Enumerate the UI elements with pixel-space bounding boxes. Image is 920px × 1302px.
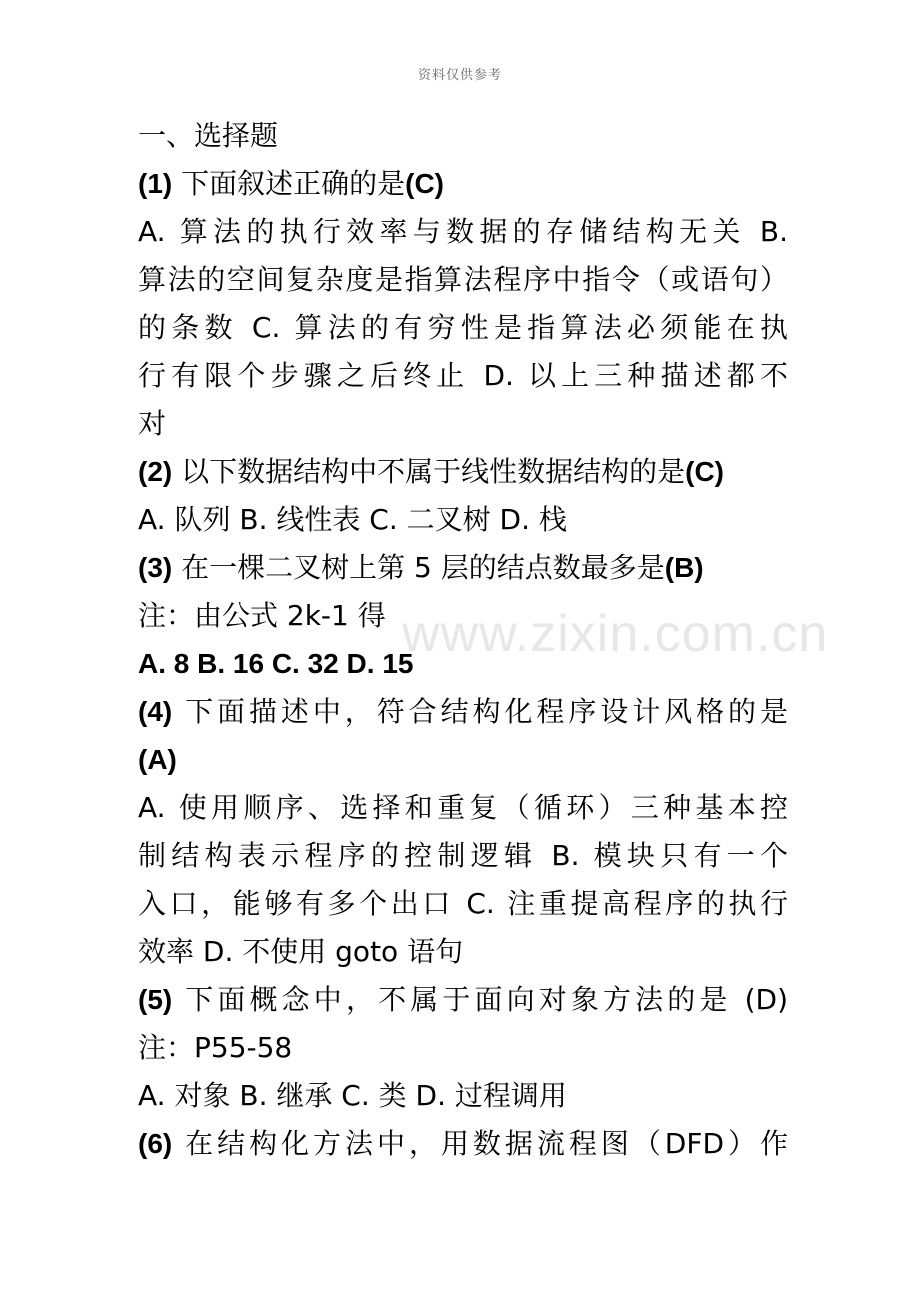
question-1-options-line: 对 <box>138 407 167 440</box>
question-text: 在一棵二叉树上第 5 层的结点数最多是 <box>172 551 665 584</box>
question-number: (4) <box>138 696 173 727</box>
question-2-stem <box>138 448 788 496</box>
question-text: 下面叙述正确的是 <box>172 167 406 200</box>
question-3-options: A. 8 B. 16 C. 32 D. 15 <box>138 648 414 679</box>
question-number: (1) <box>138 168 173 199</box>
watermark: www.zixin.com.cn <box>402 605 829 663</box>
question-answer: (C) <box>685 456 725 487</box>
question-1-options-line: A. 算法的执行效率与数据的存储结构无关 B. <box>138 215 788 248</box>
section-title: 一、选择题 <box>138 119 279 152</box>
question-4-answer: (A) <box>138 744 177 775</box>
question-4-options-line: 效率 D. 不使用 goto 语句 <box>138 935 464 968</box>
question-1-options-line: 行有限个步骤之后终止 D. 以上三种描述都不 <box>138 359 788 392</box>
question-4-options-line: 入口，能够有多个出口 C. 注重提高程序的执行 <box>138 887 788 920</box>
document-body <box>138 112 788 1168</box>
question-4-stem <box>138 688 788 736</box>
question-number: (5) <box>138 984 173 1015</box>
question-1-stem <box>138 160 788 208</box>
question-1-options-line: 的条数 C. 算法的有穷性是指算法必须能在执 <box>138 311 788 344</box>
question-1-options-line: 算法的空间复杂度是指算法程序中指令（或语句） <box>138 263 788 296</box>
question-number: (3) <box>138 552 173 583</box>
question-number: (6) <box>138 1128 173 1159</box>
question-text: 以下数据结构中不属于线性数据结构的是 <box>172 455 686 488</box>
question-6-stem <box>138 1120 788 1168</box>
question-2-options: A. 队列 B. 线性表 C. 二叉树 D. 栈 <box>138 503 567 536</box>
question-text: 下面概念中，不属于面向对象方法的是 (D) <box>172 983 788 1016</box>
question-answer: (B) <box>664 552 704 583</box>
question-answer: (C) <box>405 168 445 199</box>
question-3-stem <box>138 544 788 592</box>
page-header: 资料仅供参考 <box>417 68 502 83</box>
question-text: 下面描述中，符合结构化程序设计风格的是 <box>172 695 788 728</box>
question-4-options-line: A. 使用顺序、选择和重复（循环）三种基本控 <box>138 791 788 824</box>
question-5-note: 注：P55-58 <box>138 1031 293 1064</box>
question-4-options-line: 制结构表示程序的控制逻辑 B. 模块只有一个 <box>138 839 788 872</box>
question-number: (2) <box>138 456 173 487</box>
question-3-note: 注：由公式 2k-1 得 <box>138 599 386 632</box>
question-5-stem <box>138 976 788 1024</box>
question-text: 在结构化方法中，用数据流程图（DFD）作 <box>172 1127 788 1160</box>
question-5-options: A. 对象 B. 继承 C. 类 D. 过程调用 <box>138 1079 567 1112</box>
